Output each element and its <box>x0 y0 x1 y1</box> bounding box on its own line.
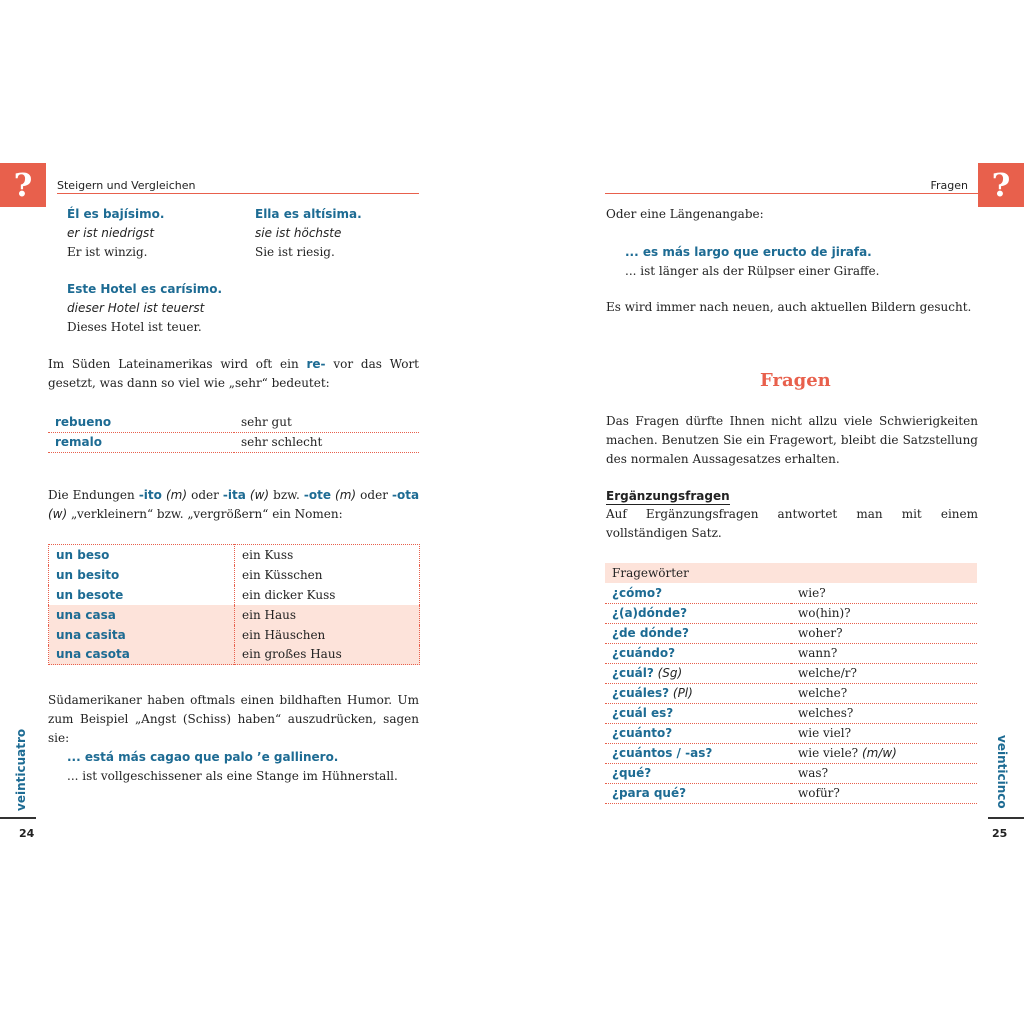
table-row: una casa ein Haus <box>49 605 420 625</box>
paragraph-answer: Auf Ergänzungsfragen antwortet man mit einem vollständigen Satz. <box>606 507 978 540</box>
section-title: Fragen <box>760 370 831 391</box>
paragraph-humor: Südamerikaner haben oftmals einen bildhaften Humor. Um zum Beispiel „Angst (Schiss) haben“ auszudrücken, sagen sie: <box>48 693 419 745</box>
page-number: 25 <box>992 827 1008 840</box>
example-bajisimo: Él es bajísimo. er ist niedrigst Er ist winzig. <box>67 207 165 259</box>
paragraph-questions: Das Fragen dürfte Ihnen nicht allzu viele Schwierigkeiten machen. Benutzen Sie ein Fragewort, bleibt die Satzstellung des normalen Aussagesatzes erhalten. <box>606 414 978 466</box>
side-number-label: veinticuatro <box>14 728 28 811</box>
table-row: ¿cuál? (Sg) welche/r? <box>605 663 977 683</box>
paragraph-endings: Die Endungen -ito (m) oder -ita (w) bzw. -ote (m) oder -ota (w) „verkleinern“ bzw. „vergrößern“ ein Nomen: <box>48 488 420 521</box>
question-words-table <box>605 563 977 804</box>
table-row: ¿cuál es? welches? <box>605 703 977 723</box>
page-number: 24 <box>19 827 35 840</box>
table-row: ¿cuándo? wann? <box>605 643 977 663</box>
table-row: rebueno sehr gut <box>48 412 419 432</box>
table-row: ¿cuántos / -as? wie viele? (m/w) <box>605 743 977 763</box>
example-jirafa: ... es más largo que eructo de jirafa. ... ist länger als der Rülpser einer Giraffe. <box>625 245 880 278</box>
running-header: Steigern und Vergleichen <box>57 179 196 192</box>
header-rule <box>605 193 979 194</box>
footer-rule <box>988 817 1024 819</box>
paragraph-re-prefix: Im Süden Lateinamerikas wird oft ein re- vor das Wort gesetzt, was dann so viel wie „sehr“ bedeutet: <box>48 357 419 390</box>
right-page <box>512 0 1024 1024</box>
table-row: ¿para qué? wofür? <box>605 783 977 803</box>
paragraph-length: Oder eine Längenangabe: <box>606 207 764 221</box>
table-header-row: Fragewörter <box>605 563 977 583</box>
footer-rule <box>0 817 36 819</box>
table-row: una casita ein Häuschen <box>49 625 420 645</box>
table-row: ¿cuánto? wie viel? <box>605 723 977 743</box>
table-row: un besito ein Küsschen <box>49 565 420 585</box>
diminutive-table <box>48 544 420 665</box>
re-prefix-table <box>48 412 419 453</box>
side-number-label: veinticinco <box>995 735 1009 809</box>
example-altisima: Ella es altísima. sie ist höchste Sie ist riesig. <box>255 207 362 259</box>
table-row: un beso ein Kuss <box>49 545 420 565</box>
question-mark-icon: ? <box>0 163 46 207</box>
example-cagao: ... está más cagao que palo ’e gallinero. ... ist vollgeschissener als eine Stange im Hühnerstall. <box>67 750 398 783</box>
table-row: ¿(a)dónde? wo(hin)? <box>605 603 977 623</box>
table-row: una casota ein großes Haus <box>49 645 420 665</box>
table-row: ¿qué? was? <box>605 763 977 783</box>
table-row: ¿de dónde? woher? <box>605 623 977 643</box>
running-header: Fragen <box>930 179 968 192</box>
example-carisimo: Este Hotel es carísimo. dieser Hotel ist teuerst Dieses Hotel ist teuer. <box>67 282 223 334</box>
table-row: un besote ein dicker Kuss <box>49 585 420 605</box>
table-row: ¿cuáles? (Pl) welche? <box>605 683 977 703</box>
table-row: ¿cómo? wie? <box>605 583 977 603</box>
paragraph-images: Es wird immer nach neuen, auch aktuellen Bildern gesucht. <box>606 300 972 314</box>
table-row: remalo sehr schlecht <box>48 432 419 452</box>
header-rule <box>57 193 419 194</box>
subheading: Ergänzungsfragen <box>606 489 730 503</box>
question-mark-icon: ? <box>978 163 1024 207</box>
